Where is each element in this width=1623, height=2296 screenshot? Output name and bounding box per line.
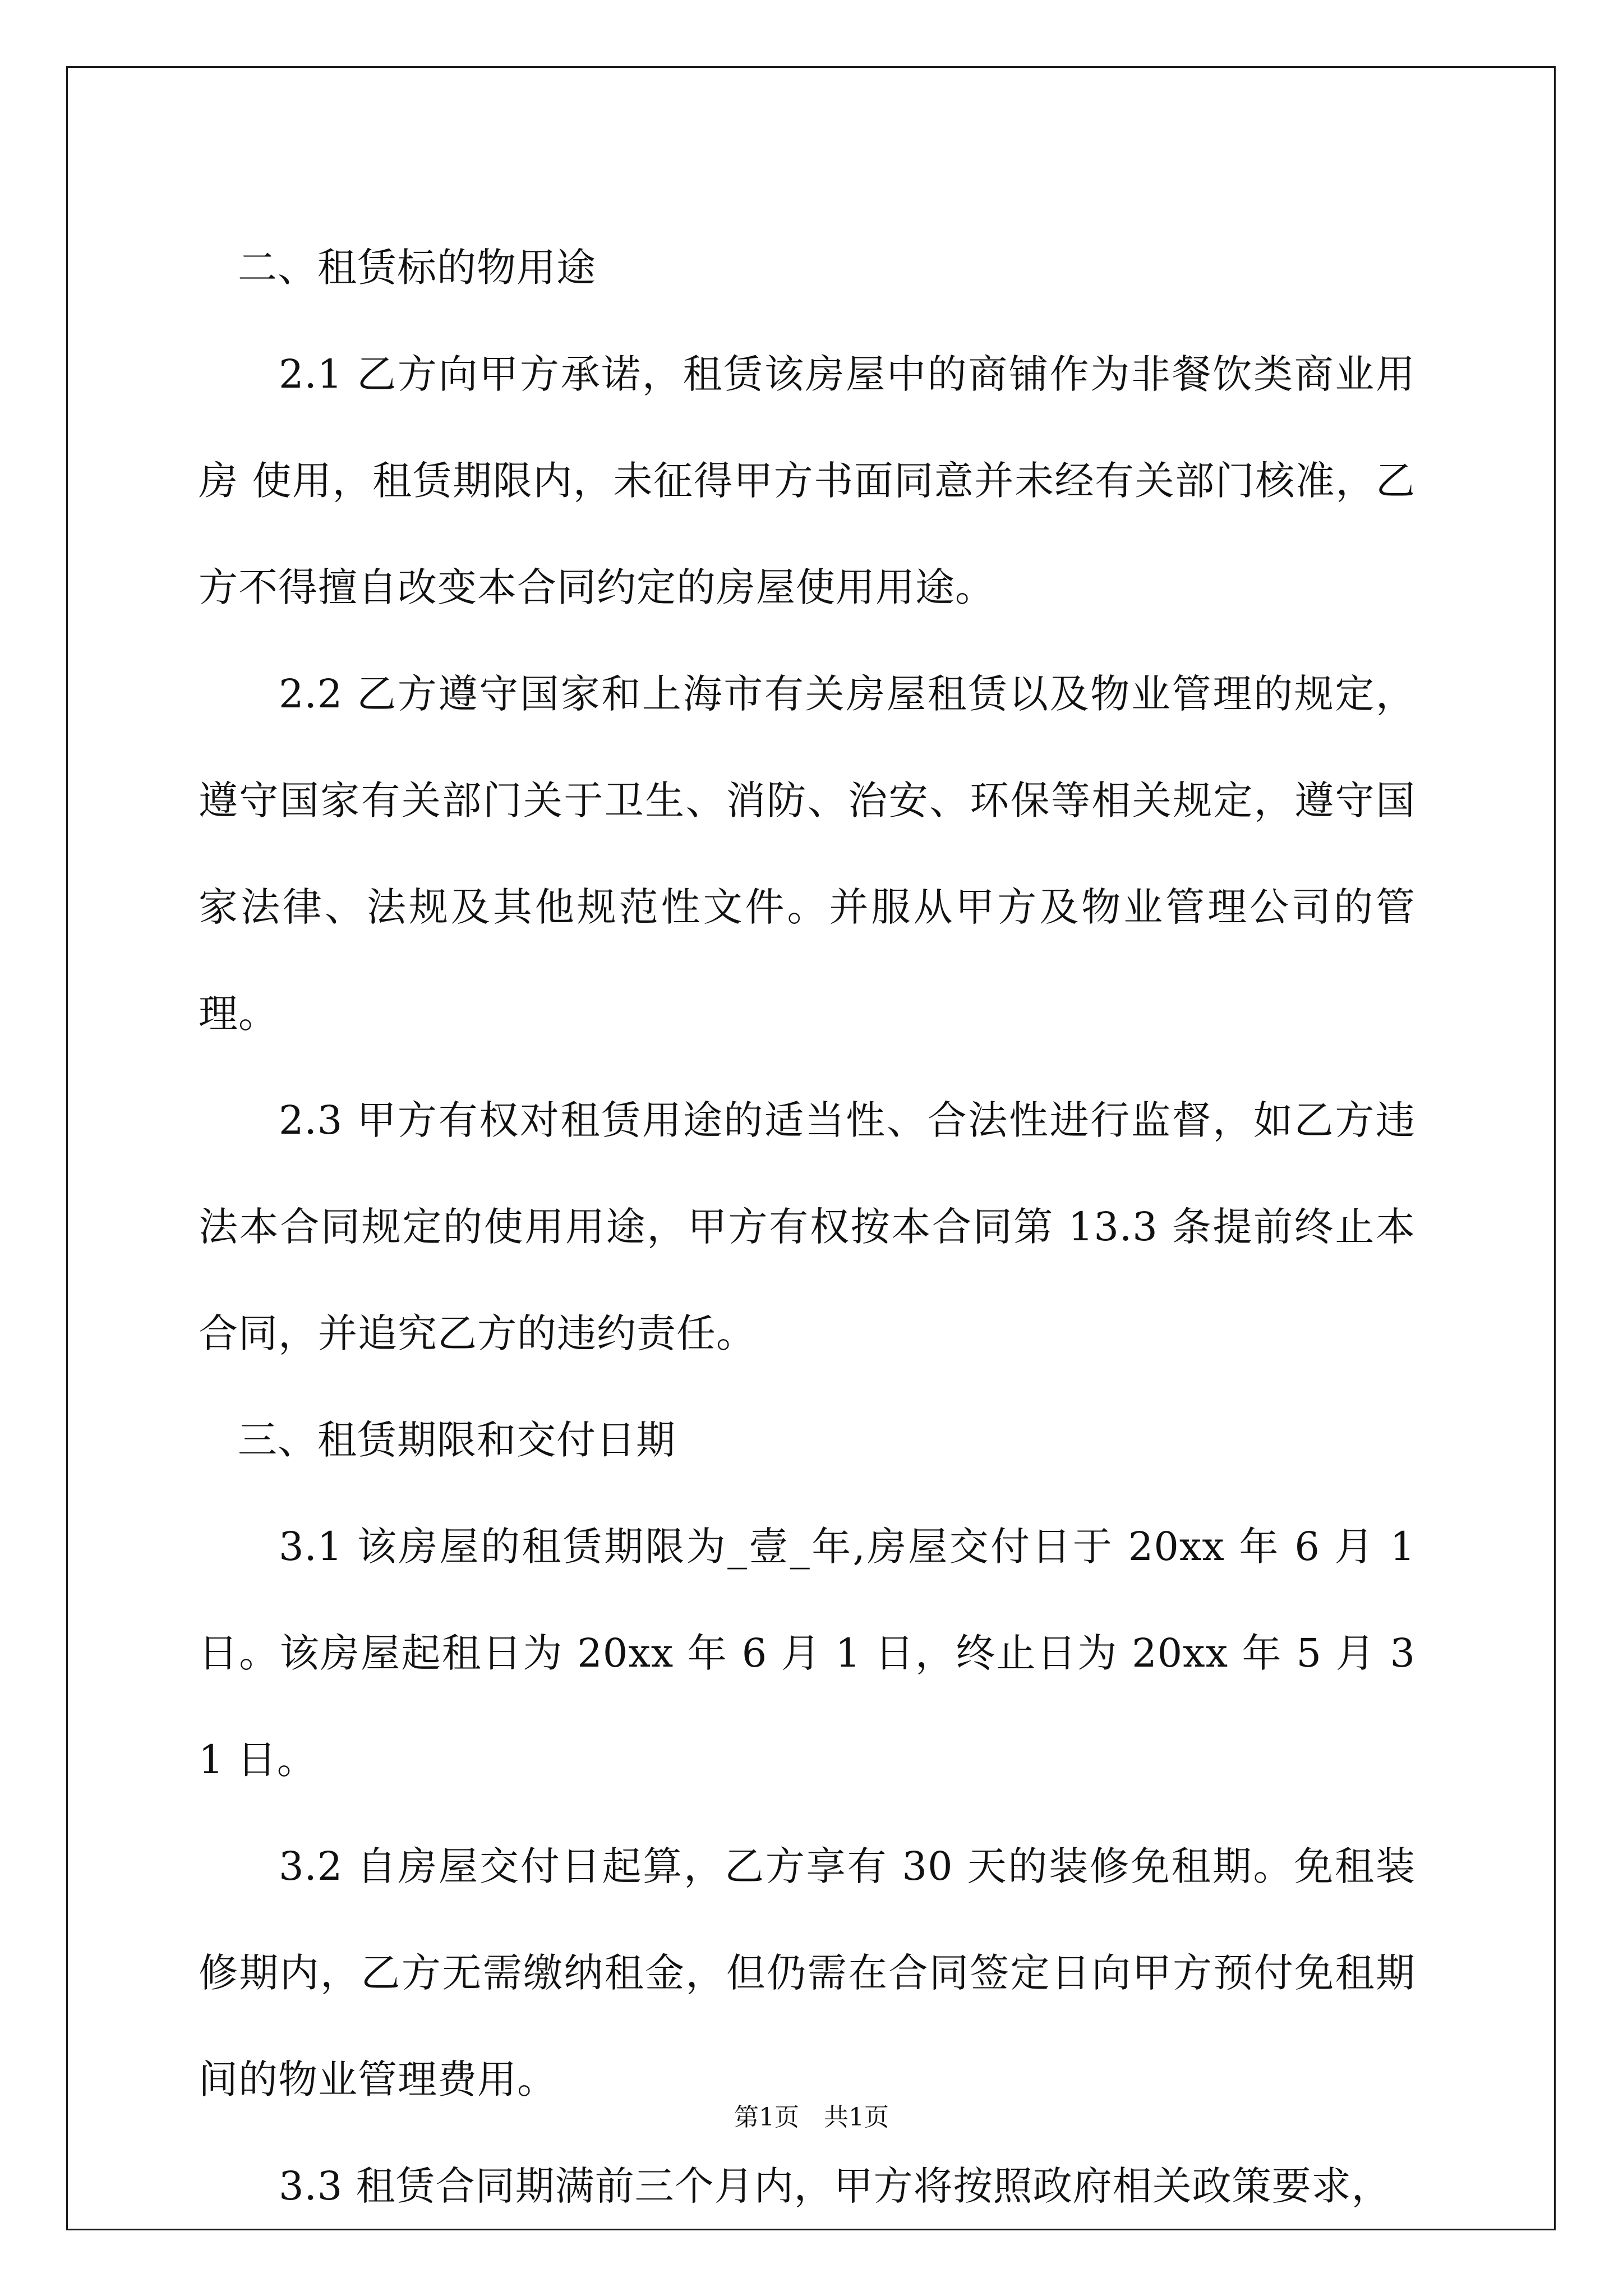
section-heading: 三、租赁期限和交付日期 [238,1417,676,1463]
clause-paragraph: 2.2 乙方遵守国家和上海市有关房屋租赁以及物业管理的规定，遵守国家有关部门关于卫生、消防、治安、环保等相关规定，遵守国家法律、法规及其他规范性文件。并服从甲方及物业管理公司的管理。 [199,671,1415,1037]
page-number-footer: 第1页 共1页 [734,2103,889,2132]
clause-paragraph: 2.3 甲方有权对租赁用途的适当性、合法性进行监督，如乙方违法本合同规定的使用用途，甲方有权按本合同第 13.3 条提前终止本合同，并追究乙方的违约责任。 [199,1097,1415,1356]
clause-paragraph: 3.2 自房屋交付日起算，乙方享有 30 天的装修免租期。免租装修期内，乙方无需缴纳租金，但仍需在合同签定日向甲方预付免租期间的物业管理费用。 [199,1843,1415,2102]
document-body [199,214,1429,2239]
section-heading: 二、租赁标的物用途 [238,245,596,291]
clause-paragraph: 3.3 租赁合同期满前三个月内，甲方将按照政府相关政策要求， [279,2163,1391,2209]
clause-paragraph: 3.1 该房屋的租赁期限为_壹_年,房屋交付日于 20xx 年 6 月 1 日。该房屋起租日为 20xx 年 6 月 1 日，终止日为 20xx 年 5 月 31 日。 [199,1524,1429,1783]
clause-paragraph: 2.1 乙方向甲方承诺，租赁该房屋中的商铺作为非餐饮类商业用房 使用，租赁期限内，未征得甲方书面同意并未经有关部门核准，乙方不得擅自改变本合同约定的房屋使用用途。 [199,351,1415,610]
